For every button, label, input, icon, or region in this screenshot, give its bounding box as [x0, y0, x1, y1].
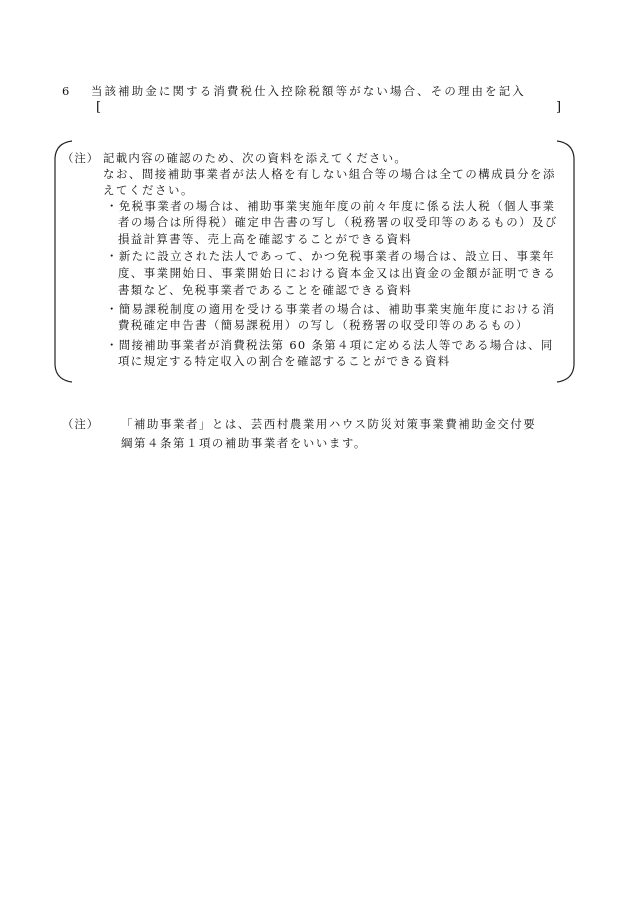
- note-item-2-line-3: 書類など、免税事業者であることを確認できる資料: [118, 283, 413, 297]
- note-item-3-line-1: ・簡易課税制度の適用を受ける事業者の場合は、補助事業実施年度における消: [106, 302, 556, 316]
- note-item-4-line-2: 項に規定する特定収入の割合を確認することができる資料: [118, 354, 451, 368]
- note-line-2a: なお、間接補助事業者が法人格を有しない組合等の場合は全ての構成員分を添: [103, 167, 556, 181]
- note-label: （注）: [62, 151, 100, 165]
- note-item-1-line-3: 損益計算書等、売上高を確認することができる資料: [118, 232, 413, 246]
- note-intro: 記載内容の確認のため、次の資料を添えてください。: [103, 151, 408, 165]
- item6-text: 当該補助金に関する消費税仕入控除税額等がない場合、その理由を記入: [91, 84, 526, 98]
- answer-bracket-close: ]: [556, 100, 562, 115]
- footnote-line-1: 「補助事業者」とは、芸西村農業用ハウス防災対策事業費補助金交付要: [121, 417, 537, 431]
- note-item-1-line-1: ・免税事業者の場合は、補助事業実施年度の前々年度に係る法人税（個人事業: [106, 199, 556, 213]
- note-item-3-line-2: 費税確定申告書（簡易課税用）の写し（税務署の収受印等のあるもの）: [118, 318, 529, 332]
- note-item-2-line-2: 度、事業開始日、事業開始日における資本金又は出資金の金額が証明できる: [118, 266, 557, 280]
- footnote-label: （注）: [62, 417, 100, 431]
- note-item-1-line-2: 者の場合は所得税）確定申告書の写し（税務署の収受印等のあるもの）及び: [118, 215, 558, 229]
- footnote-line-2: 綱第４条第１項の補助事業者をいいます。: [121, 436, 367, 450]
- note-line-2b: えてください。: [103, 183, 194, 197]
- item-number: 6: [62, 84, 71, 98]
- note-item-4-line-1: ・間接補助事業者が消費税法第 60 条第４項に定める法人等である場合は、同: [106, 338, 554, 352]
- note-item-2-line-1: ・新たに設立された法人であって、かつ免税事業者の場合は、設立日、事業年: [106, 249, 556, 263]
- answer-bracket-open: [: [96, 100, 102, 115]
